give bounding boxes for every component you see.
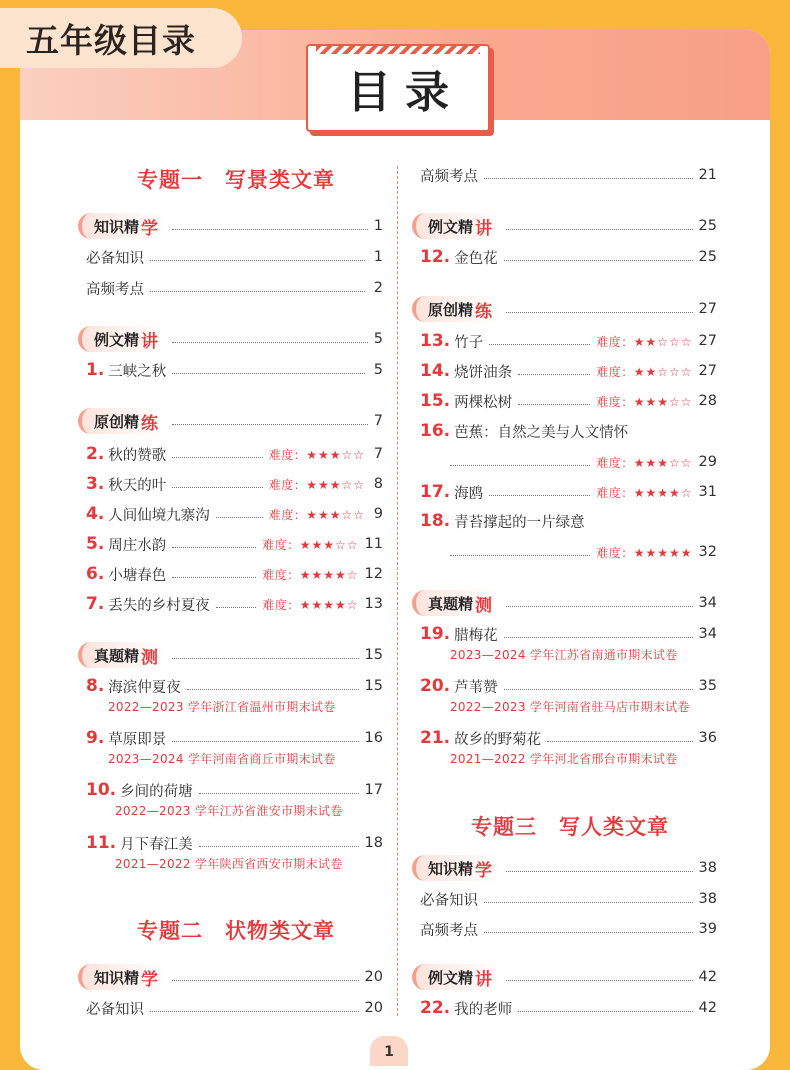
page-number: 12 bbox=[364, 566, 383, 582]
page-number: 29 bbox=[698, 454, 717, 470]
leader-dots bbox=[172, 424, 368, 425]
section-title-1: 专题一 写景类文章 bbox=[137, 168, 335, 192]
toc-entry-1[interactable]: 1. 三峡之秋 5 bbox=[86, 360, 383, 380]
category-label: 原创精 练 bbox=[78, 408, 166, 434]
toc-entry-gaopin-3[interactable] bbox=[420, 917, 717, 941]
leader-dots bbox=[484, 932, 693, 933]
leader-dots bbox=[150, 291, 365, 292]
entry-title: 三峡之秋 bbox=[108, 363, 167, 380]
exam-source: 2021—2022 学年河北省邢台市期末试卷 bbox=[450, 752, 678, 766]
difficulty-rating: 难度：★★★☆☆ bbox=[262, 537, 359, 552]
toc-entry-8[interactable]: 8. 海滨仲夏夜 15 bbox=[86, 676, 383, 696]
entry-title: 丢失的乡村夏夜 bbox=[108, 597, 210, 614]
page-number: 16 bbox=[364, 730, 383, 746]
page-number: 13 bbox=[364, 596, 383, 612]
difficulty-rating: 难度：★★★★☆ bbox=[262, 567, 359, 582]
leader-dots bbox=[504, 637, 693, 638]
page-number: 38 bbox=[698, 891, 717, 907]
entry-title: 月下春江美 bbox=[120, 836, 193, 853]
page-number: 27 bbox=[698, 363, 717, 379]
category-label: 真题精 测 bbox=[412, 590, 500, 616]
page-number: 15 bbox=[364, 678, 383, 694]
leader-dots bbox=[506, 980, 693, 981]
entry-title: 两棵松树 bbox=[454, 394, 513, 411]
leader-dots bbox=[506, 312, 693, 313]
category-label: 例文精 讲 bbox=[78, 326, 166, 352]
page-number: 7 bbox=[373, 446, 383, 462]
leader-dots bbox=[172, 980, 359, 981]
category-zhenti-1[interactable] bbox=[78, 641, 383, 669]
entry-title: 青苔撑起的一片绿意 bbox=[454, 514, 585, 531]
page-number: 39 bbox=[698, 921, 717, 937]
category-zhishi-3[interactable] bbox=[412, 854, 717, 882]
leader-dots bbox=[172, 658, 359, 659]
toc-entry-14[interactable]: 14. 烧饼油条 难度：★★☆☆☆ 27 bbox=[420, 361, 717, 381]
entry-title: 烧饼油条 bbox=[454, 364, 513, 381]
page-number: 25 bbox=[698, 218, 717, 234]
category-zhishi-2[interactable] bbox=[78, 963, 383, 991]
entry-title: 必备知识 bbox=[86, 1001, 144, 1018]
entry-title: 芭蕉：自然之美与人文情怀 bbox=[454, 424, 629, 441]
entry-title: 我的老师 bbox=[454, 1001, 513, 1018]
leader-dots bbox=[547, 741, 692, 742]
entry-title: 必备知识 bbox=[420, 892, 478, 909]
category-label: 原创精 练 bbox=[412, 296, 500, 322]
leader-dots bbox=[216, 607, 256, 608]
page-number: 35 bbox=[698, 678, 717, 694]
page-number: 1 bbox=[373, 249, 383, 265]
page-number: 31 bbox=[698, 484, 717, 500]
difficulty-rating: 难度：★★☆☆☆ bbox=[596, 364, 693, 379]
page-number: 2 bbox=[373, 280, 383, 296]
leader-dots bbox=[450, 465, 590, 466]
page-number: 27 bbox=[698, 333, 717, 349]
page-number: 42 bbox=[698, 1000, 717, 1016]
leader-dots bbox=[172, 457, 262, 458]
leader-dots bbox=[489, 495, 590, 496]
toc-entry-4[interactable]: 4. 人间仙境九寨沟 难度：★★★☆☆ 9 bbox=[86, 504, 383, 524]
leader-dots bbox=[150, 1011, 359, 1012]
leader-dots bbox=[199, 846, 359, 847]
difficulty-rating: 难度：★★★☆☆ bbox=[596, 455, 693, 470]
entry-title: 秋的赞歌 bbox=[108, 447, 167, 464]
toc-entry-15[interactable]: 15. 两棵松树 难度：★★★☆☆ 28 bbox=[420, 391, 717, 411]
exam-source: 2022—2023 学年江苏省淮安市期末试卷 bbox=[115, 804, 343, 818]
leader-dots bbox=[484, 178, 693, 179]
toc-entry-bibei-2[interactable] bbox=[86, 996, 383, 1020]
toc-entry-13[interactable]: 13. 竹子 难度：★★☆☆☆ 27 bbox=[420, 331, 717, 351]
leader-dots bbox=[216, 517, 263, 518]
toc-entry-3[interactable]: 3. 秋天的叶 难度：★★★☆☆ 8 bbox=[86, 474, 383, 494]
page-number: 36 bbox=[698, 730, 717, 746]
category-label: 知识精 学 bbox=[78, 213, 166, 239]
difficulty-rating: 难度：★★★☆☆ bbox=[268, 477, 365, 492]
entry-title: 芦苇赞 bbox=[454, 679, 498, 696]
toc-title-box bbox=[306, 44, 490, 132]
page-number: 34 bbox=[698, 595, 717, 611]
exam-source: 2022—2023 学年浙江省温州市期末试卷 bbox=[108, 700, 336, 714]
toc-entry-2[interactable]: 2. 秋的赞歌 难度：★★★☆☆ 7 bbox=[86, 444, 383, 464]
difficulty-rating: 难度：★★★★☆ bbox=[596, 485, 693, 500]
entry-title: 高频考点 bbox=[420, 168, 478, 185]
toc-entry-20[interactable]: 20. 芦苇赞 35 bbox=[420, 676, 717, 696]
page-number: 20 bbox=[364, 1000, 383, 1016]
entry-title: 高频考点 bbox=[420, 922, 478, 939]
column-divider bbox=[397, 166, 398, 1016]
toc-entry-6[interactable]: 6. 小塘春色 难度：★★★★☆ 12 bbox=[86, 564, 383, 584]
toc-title: 目录 bbox=[347, 67, 463, 118]
exam-source: 2023—2024 学年河南省商丘市期末试卷 bbox=[108, 752, 336, 766]
leader-dots bbox=[504, 689, 693, 690]
toc-entry-10[interactable]: 10. 乡间的荷塘 17 bbox=[86, 780, 383, 800]
entry-title: 必备知识 bbox=[86, 250, 144, 267]
leader-dots bbox=[172, 547, 256, 548]
category-label: 知识精 学 bbox=[78, 964, 166, 990]
page-number: 17 bbox=[364, 782, 383, 798]
leader-dots bbox=[504, 260, 693, 261]
toc-entry-7[interactable]: 7. 丢失的乡村夏夜 难度：★★★★☆ 13 bbox=[86, 594, 383, 614]
category-label: 知识精 学 bbox=[412, 855, 500, 881]
page-number: 5 bbox=[373, 331, 383, 347]
entry-title: 海鸥 bbox=[454, 485, 484, 502]
toc-entry-gaopin-2[interactable] bbox=[420, 163, 717, 187]
leader-dots bbox=[172, 373, 365, 374]
entry-title: 草原即景 bbox=[108, 731, 167, 748]
category-liwen-2[interactable] bbox=[412, 212, 717, 240]
leader-dots bbox=[506, 229, 693, 230]
toc-entry-18[interactable]: 18. 青苔撑起的一片绿意 bbox=[420, 511, 585, 531]
difficulty-rating: 难度：★★☆☆☆ bbox=[596, 334, 693, 349]
page-number: 25 bbox=[698, 249, 717, 265]
exam-source: 2021—2022 学年陕西省西安市期末试卷 bbox=[115, 857, 343, 871]
toc-entry-gaopin-1[interactable] bbox=[86, 276, 383, 300]
toc-entry-22[interactable]: 22. 我的老师 42 bbox=[420, 998, 717, 1018]
page-number: 28 bbox=[698, 393, 717, 409]
page-number: 27 bbox=[698, 301, 717, 317]
difficulty-rating: 难度：★★★☆☆ bbox=[268, 507, 365, 522]
leader-dots bbox=[518, 1011, 692, 1012]
page-number: 20 bbox=[364, 969, 383, 985]
category-zhishi-1[interactable] bbox=[78, 212, 383, 240]
grade-label-tab bbox=[0, 8, 242, 68]
category-yuanchuang-2[interactable] bbox=[412, 295, 717, 323]
page-number: 15 bbox=[364, 647, 383, 663]
exam-source: 2022—2023 学年河南省驻马店市期末试卷 bbox=[450, 700, 690, 714]
entry-title: 周庄水韵 bbox=[108, 537, 167, 554]
entry-title: 高频考点 bbox=[86, 281, 144, 298]
leader-dots bbox=[150, 260, 365, 261]
entry-title: 金色花 bbox=[454, 250, 498, 267]
toc-entry-21[interactable]: 21. 故乡的野菊花 36 bbox=[420, 728, 717, 748]
page-number: 38 bbox=[698, 860, 717, 876]
page-number: 11 bbox=[364, 536, 383, 552]
entry-title: 故乡的野菊花 bbox=[454, 731, 542, 748]
leader-dots bbox=[506, 606, 693, 607]
toc-entry-17[interactable]: 17. 海鸥 难度：★★★★☆ 31 bbox=[420, 482, 717, 502]
page-number: 7 bbox=[373, 413, 383, 429]
page-number: 34 bbox=[698, 626, 717, 642]
category-label: 真题精 测 bbox=[78, 642, 166, 668]
page-number: 18 bbox=[364, 835, 383, 851]
leader-dots bbox=[172, 342, 368, 343]
leader-dots bbox=[450, 555, 590, 556]
leader-dots bbox=[172, 229, 368, 230]
leader-dots bbox=[518, 374, 590, 375]
entry-title: 秋天的叶 bbox=[108, 477, 167, 494]
category-liwen-3[interactable] bbox=[412, 963, 717, 991]
toc-entry-bibei-3[interactable] bbox=[420, 887, 717, 911]
leader-dots bbox=[199, 793, 359, 794]
grade-label: 五年级目录 bbox=[26, 20, 196, 60]
entry-title: 小塘春色 bbox=[108, 567, 167, 584]
page-number: 5 bbox=[373, 362, 383, 378]
page-number: 8 bbox=[373, 476, 383, 492]
exam-source: 2023—2024 学年江苏省南通市期末试卷 bbox=[450, 648, 678, 662]
page-number-tab bbox=[370, 1036, 408, 1066]
page-number: 32 bbox=[698, 544, 717, 560]
category-zhenti-2[interactable] bbox=[412, 589, 717, 617]
entry-title: 海滨仲夏夜 bbox=[108, 679, 181, 696]
category-label: 例文精 讲 bbox=[412, 964, 500, 990]
toc-entry-16[interactable]: 16. 芭蕉：自然之美与人文情怀 bbox=[420, 421, 629, 441]
leader-dots bbox=[172, 741, 358, 742]
leader-dots bbox=[187, 689, 359, 690]
category-yuanchuang-1[interactable] bbox=[78, 407, 383, 435]
section-title-3: 专题三 写人类文章 bbox=[471, 815, 669, 839]
toc-entry-bibei-1[interactable] bbox=[86, 245, 383, 269]
page-number: 21 bbox=[698, 167, 717, 183]
category-label: 例文精 讲 bbox=[412, 213, 500, 239]
entry-title: 乡间的荷塘 bbox=[120, 783, 193, 800]
difficulty-rating: 难度：★★★☆☆ bbox=[268, 447, 365, 462]
page-number: 1 bbox=[373, 218, 383, 234]
toc-entry-16-continuation[interactable] bbox=[450, 450, 717, 474]
leader-dots bbox=[172, 577, 256, 578]
difficulty-rating: 难度：★★★☆☆ bbox=[596, 394, 693, 409]
entry-title: 人间仙境九寨沟 bbox=[108, 507, 210, 524]
toc-entry-18-continuation[interactable] bbox=[450, 540, 717, 564]
footer-page-number: 1 bbox=[384, 1044, 394, 1060]
toc-entry-12[interactable]: 12. 金色花 25 bbox=[420, 247, 717, 267]
leader-dots bbox=[518, 404, 590, 405]
category-liwen-1[interactable] bbox=[78, 325, 383, 353]
leader-dots bbox=[484, 902, 693, 903]
section-title-2: 专题二 状物类文章 bbox=[137, 919, 335, 943]
difficulty-rating: 难度：★★★★★ bbox=[596, 545, 693, 560]
page-number: 42 bbox=[698, 969, 717, 985]
toc-entry-19[interactable]: 19. 腊梅花 34 bbox=[420, 624, 717, 644]
leader-dots bbox=[506, 871, 693, 872]
leader-dots bbox=[489, 344, 590, 345]
leader-dots bbox=[172, 487, 262, 488]
difficulty-rating: 难度：★★★★☆ bbox=[262, 597, 359, 612]
toc-entry-9[interactable]: 9. 草原即景 16 bbox=[86, 728, 383, 748]
page-number: 9 bbox=[373, 506, 383, 522]
toc-entry-11[interactable]: 11. 月下春江美 18 bbox=[86, 833, 383, 853]
entry-title: 腊梅花 bbox=[454, 627, 498, 644]
toc-entry-5[interactable]: 5. 周庄水韵 难度：★★★☆☆ 11 bbox=[86, 534, 383, 554]
entry-title: 竹子 bbox=[454, 334, 484, 351]
